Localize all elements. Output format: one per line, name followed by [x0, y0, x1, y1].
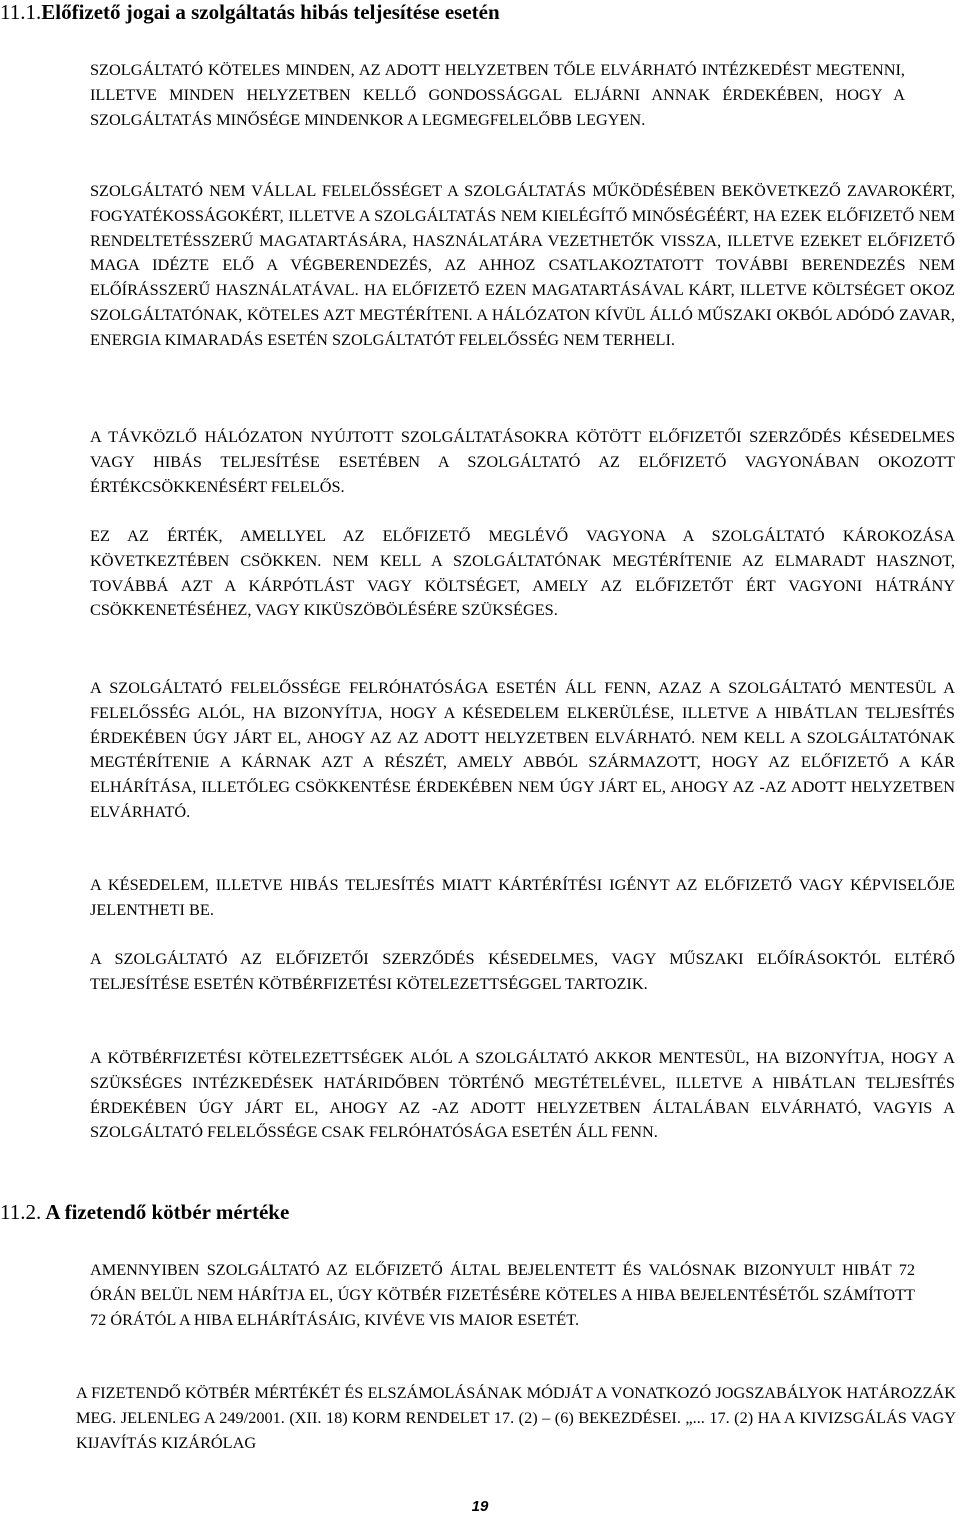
- paragraph: AMENNYIBEN SZOLGÁLTATÓ AZ ELŐFIZETŐ ÁLTAL BEJELENTETT ÉS VALÓSNAK BIZONYULT HIBÁT 72 ÓRÁN BELÜL NEM HÁRÍTJA EL, ÚGY KÖTBÉR FIZETÉSÉRE KÖTELES A HIBA BEJELENTÉSÉTŐL SZÁMÍTOTT 72 ÓRÁTÓL A HIBA ELHÁRÍTÁSÁIG, KIVÉVE VIS MAIOR ESETÉT.: [90, 1260, 915, 1329]
- page-number: 19: [471, 1498, 489, 1515]
- section-number: 11.2.: [0, 1200, 42, 1224]
- paragraph: SZOLGÁLTATÓ KÖTELES MINDEN, AZ ADOTT HELYZETBEN TŐLE ELVÁRHATÓ INTÉZKEDÉST MEGTENNI, ILLETVE MINDEN HELYZETBEN KELLŐ GONDOSSÁGGAL ELJÁRNI ANNAK ÉRDEKÉBEN, HOGY A SZOLGÁLTATÁS MINŐSÉGE MINDENKOR A LEGMEGFELELŐBB LEGYEN.: [90, 60, 905, 129]
- paragraph: A SZOLGÁLTATÓ FELELŐSSÉGE FELRÓHATÓSÁGA ESETÉN ÁLL FENN, AZAZ A SZOLGÁLTATÓ MENTESÜL A FELELŐSSÉG ALÓL, HA BIZONYÍTJA, HOGY A KÉSEDELEM ELKERÜLÉSE, ILLETVE A HIBÁTLAN TELJESÍTÉS ÉRDEKÉBEN ÚGY JÁRT EL, AHOGY AZ AZ ADOTT HELYZETBEN ELVÁRHATÓ. NEM KELL A SZOLGÁLTATÓNAK MEGTÉRÍTENIE A KÁRNAK AZT A RÉSZÉT, AMELY ABBÓL SZÁRMAZOTT, HOGY AZ ELŐFIZETŐ A KÁR ELHÁRÍTÁSA, ILLETŐLEG CSÖKKENTÉSE ÉRDEKÉBEN NEM ÚGY JÁRT EL, AHOGY AZ -AZ ADOTT HELYZETBEN ELVÁRHATÓ.: [90, 678, 955, 821]
- paragraph: A KÉSEDELEM, ILLETVE HIBÁS TELJESÍTÉS MIATT KÁRTÉRÍTÉSI IGÉNYT AZ ELŐFIZETŐ VAGY KÉPVISELŐJE JELENTHETI BE.: [90, 875, 955, 919]
- paragraph: EZ AZ ÉRTÉK, AMELLYEL AZ ELŐFIZETŐ MEGLÉVŐ VAGYONA A SZOLGÁLTATÓ KÁROKOZÁSA KÖVETKEZTÉBEN CSÖKKEN. NEM KELL A SZOLGÁLTATÓNAK MEGTÉRÍTENIE AZ ELMARADT HASZNOT, TOVÁBBÁ AZT A KÁRPÓTLÁST VAGY KÖLTSÉGET, AMELY AZ ELŐFIZETŐT ÉRT VAGYONI HÁTRÁNY CSÖKKENETÉSÉHEZ, VAGY KIKÜSZÖBÖLÉSÉRE SZÜKSÉGES.: [90, 526, 955, 620]
- paragraph: A TÁVKÖZLŐ HÁLÓZATON NYÚJTOTT SZOLGÁLTATÁSOKRA KÖTÖTT ELŐFIZETŐI SZERZŐDÉS KÉSEDELMES VAGY HIBÁS TELJESÍTÉSE ESETÉBEN A SZOLGÁLTATÓ AZ ELŐFIZETŐ VAGYONÁBAN OKOZOTT ÉRTÉKCSÖKKENÉSÉRT FELELŐS.: [90, 427, 955, 496]
- section-heading-11-1: [0, 0, 500, 24]
- section-title: Előfizető jogai a szolgáltatás hibás teljesítése esetén: [41, 0, 500, 24]
- section-title: A fizetendő kötbér mértéke: [45, 1200, 290, 1224]
- paragraph: A SZOLGÁLTATÓ AZ ELŐFIZETŐI SZERZŐDÉS KÉSEDELMES, VAGY MŰSZAKI ELŐÍRÁSOKTÓL ELTÉRŐ TELJESÍTÉSE ESETÉN KÖTBÉRFIZETÉSI KÖTELEZETTSÉGGEL TARTOZIK.: [90, 949, 955, 993]
- section-number: 11.1.: [0, 0, 42, 24]
- paragraph: A FIZETENDŐ KÖTBÉR MÉRTÉKÉT ÉS ELSZÁMOLÁSÁNAK MÓDJÁT A VONATKOZÓ JOGSZABÁLYOK HATÁROZZÁK MEG. JELENLEG A 249/2001. (XII. 18) KORM RENDELET 17. (2) – (6) BEKEZDÉSEI. „... 17. (2) HA A KIVIZSGÁLÁS VAGY KIJAVÍTÁS KIZÁRÓLAG: [76, 1383, 956, 1452]
- paragraph: A KÖTBÉRFIZETÉSI KÖTELEZETTSÉGEK ALÓL A SZOLGÁLTATÓ AKKOR MENTESÜL, HA BIZONYÍTJA, HOGY A SZÜKSÉGES INTÉZKEDÉSEK HATÁRIDŐBEN TÖRTÉNŐ MEGTÉTELÉVEL, ILLETVE A HIBÁTLAN TELJESÍTÉS ÉRDEKÉBEN ÚGY JÁRT EL, AHOGY AZ -AZ ADOTT HELYZETBEN ÁLTALÁBAN ELVÁRHATÓ, VAGYIS A SZOLGÁLTATÓ FELELŐSSÉGE CSAK FELRÓHATÓSÁGA ESETÉN ÁLL FENN.: [90, 1048, 955, 1142]
- section-heading-11-2: [0, 1200, 289, 1224]
- paragraph: SZOLGÁLTATÓ NEM VÁLLAL FELELŐSSÉGET A SZOLGÁLTATÁS MŰKÖDÉSÉBEN BEKÖVETKEZŐ ZAVAROKÉRT, FOGYATÉKOSSÁGOKÉRT, ILLETVE A SZOLGÁLTATÁS NEM KIELÉGÍTŐ MINŐSÉGÉÉRT, HA EZEK ELŐFIZETŐ NEM RENDELTETÉSSZERŰ MAGATARTÁSÁRA, HASZNÁLATÁRA VEZETHETŐK VISSZA, ILLETVE EZEKET ELŐFIZETŐ MAGA IDÉZTE ELŐ A VÉGBERENDEZÉS, AZ AHHOZ CSATLAKOZTATOTT TOVÁBBI BERENDEZÉS NEM ELŐÍRÁSSZERŰ HASZNÁLATÁVAL. HA ELŐFIZETŐ EZEN MAGATARTÁSÁVAL KÁRT, ILLETVE KÖLTSÉGET OKOZ SZOLGÁLTATÓNAK, KÖTELES AZT MEGTÉRÍTENI. A HÁLÓZATON KÍVÜL ÁLLÓ MŰSZAKI OKBÓL ADÓDÓ ZAVAR, ENERGIA KIMARADÁS ESETÉN SZOLGÁLTATÓT FELELŐSSÉG NEM TERHELI.: [90, 181, 955, 349]
